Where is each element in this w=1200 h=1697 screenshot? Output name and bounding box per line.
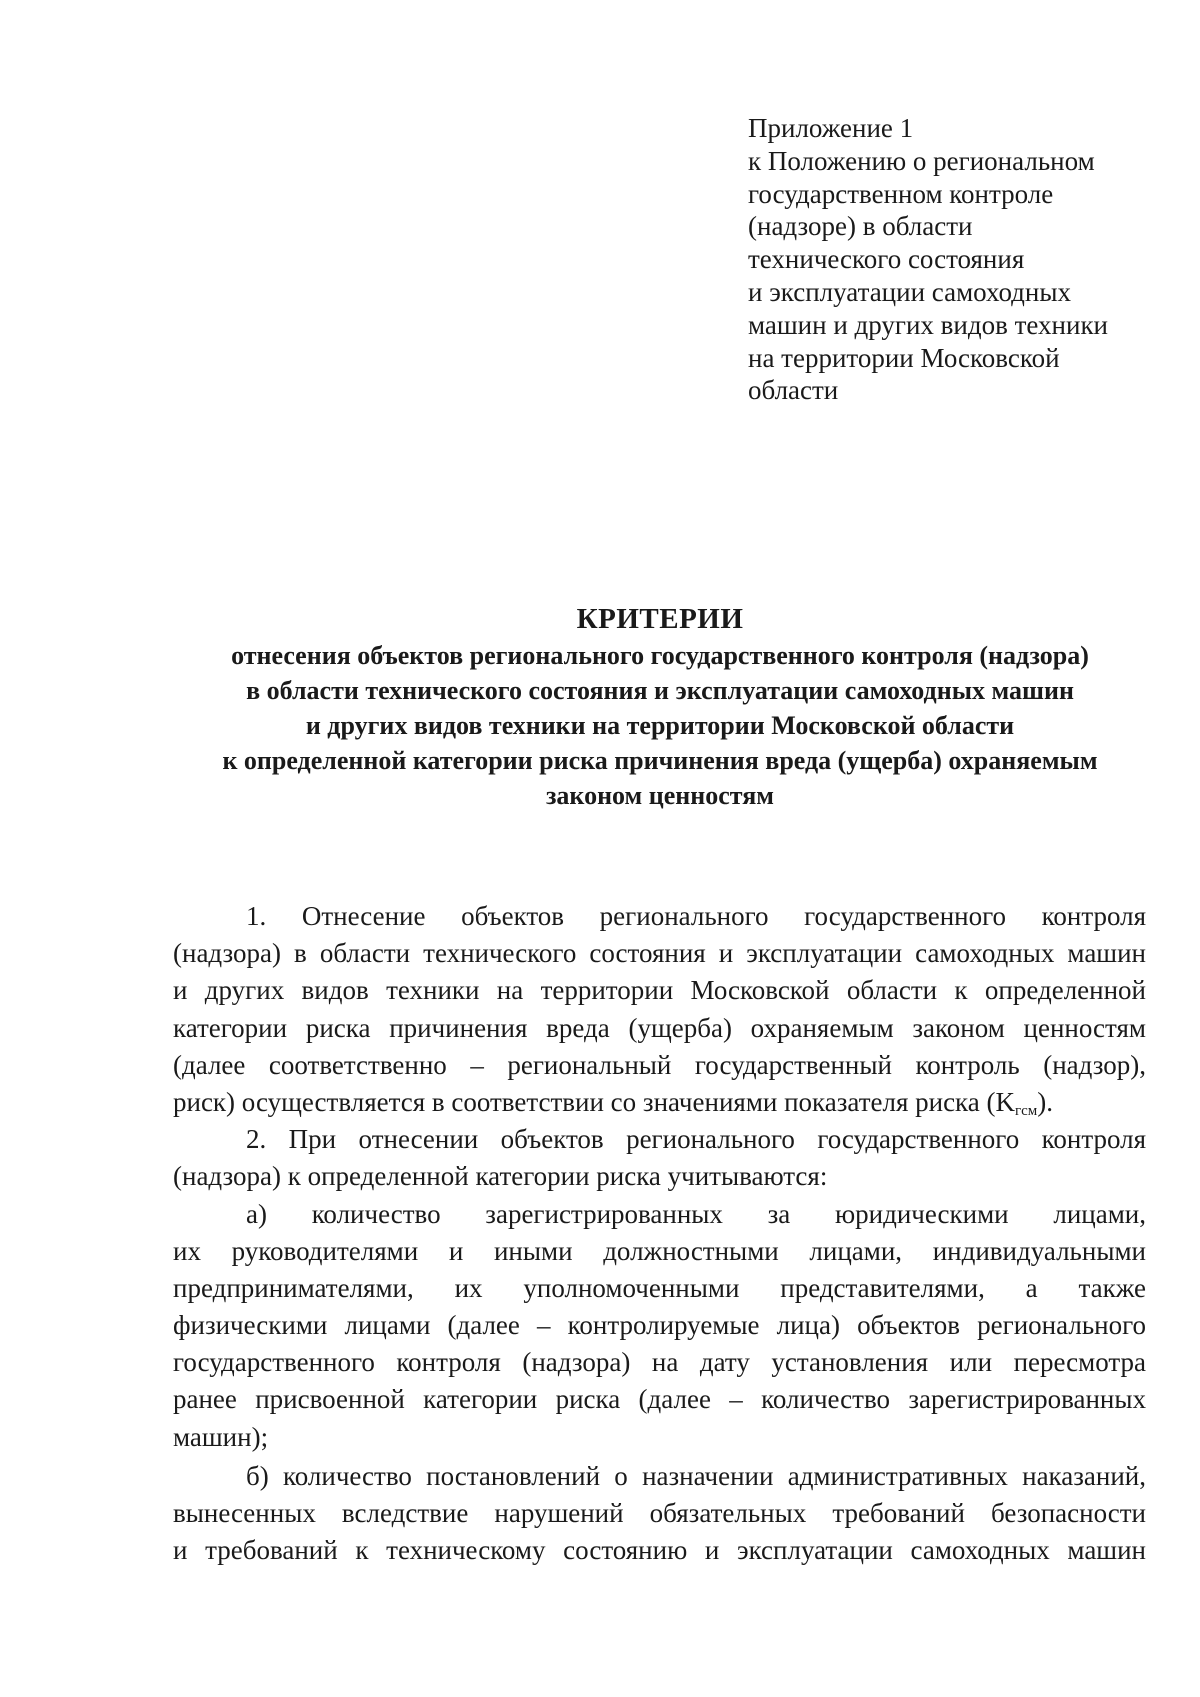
appendix-line: технического состояния: [748, 244, 1025, 275]
paragraph-1-last-line: [173, 1084, 1146, 1121]
item-a-line: машин);: [173, 1421, 269, 1452]
item-a-line: а) количество зарегистрированных за юридическими лицами,: [246, 1198, 1146, 1229]
paragraph-2-line: (надзора) к определенной категории риска учитываются:: [173, 1161, 828, 1192]
paragraph-2-line: 2. При отнесении объектов регионального государственного контроля: [246, 1124, 1146, 1155]
paragraph-1-line: 1. Отнесение объектов регионального государственного контроля: [246, 901, 1146, 931]
title-line: в области технического состояния и эксплуатации самоходных машин: [246, 676, 1074, 705]
document-body: [173, 898, 1146, 1569]
appendix-line: и эксплуатации самоходных: [748, 276, 1072, 307]
title-line: к определенной категории риска причинения вреда (ущерба) охраняемым: [222, 746, 1098, 775]
item-a-line: предпринимателями, их уполномоченными представителями, а также: [173, 1272, 1146, 1303]
title-heading: КРИТЕРИИ: [576, 603, 744, 635]
title-line: и других видов техники на территории Московской области: [305, 711, 1015, 740]
risk-index-subscript: гсм: [1014, 1102, 1038, 1119]
title-line: законом ценностям: [545, 781, 774, 810]
appendix-line: Приложение 1: [748, 113, 914, 143]
title-line: отнесения объектов регионального государственного контроля (надзора): [231, 641, 1089, 670]
appendix-line: государственном контроле: [748, 178, 1054, 209]
appendix-line: (надзоре) в области: [748, 211, 973, 242]
appendix-line: машин и других видов техники: [748, 309, 1109, 340]
paragraph-1-text-end: ).: [1037, 1086, 1054, 1117]
paragraph-1-line: (далее соответственно – региональный государственный контроль (надзор),: [173, 1049, 1146, 1080]
item-a-line: их руководителями и иными должностными лицами, индивидуальными: [173, 1235, 1146, 1266]
paragraph-1-line: категории риска причинения вреда (ущерба) охраняемым законом ценностям: [173, 1012, 1146, 1043]
paragraph-1-text: риск) осуществляется в соответствии со значениями показателя риска (K: [173, 1086, 1015, 1117]
item-a-line: ранее присвоенной категории риска (далее – количество зарегистрированных: [173, 1384, 1146, 1415]
appendix-note: [748, 112, 1148, 407]
item-a-line: государственного контроля (надзора) на дату установления или пересмотра: [173, 1347, 1146, 1378]
appendix-line: на территории Московской: [748, 342, 1060, 373]
item-b-line: и требований к техническому состоянию и эксплуатации самоходных машин: [173, 1535, 1146, 1566]
item-b-line: б) количество постановлений о назначении административных наказаний,: [246, 1460, 1146, 1491]
paragraph-1-line: (надзора) в области технического состояния и эксплуатации самоходных машин: [173, 938, 1146, 969]
item-b-line: вынесенных вследствие нарушений обязательных требований безопасности: [173, 1498, 1146, 1528]
paragraph-1-line: и других видов техники на территории Московской области к определенной: [173, 975, 1146, 1006]
item-a-line: физическими лицами (далее – контролируемые лица) объектов регионального: [173, 1310, 1146, 1341]
appendix-line: к Положению о региональном: [748, 145, 1095, 176]
appendix-line: области: [748, 375, 839, 406]
document-title: [160, 600, 1160, 813]
